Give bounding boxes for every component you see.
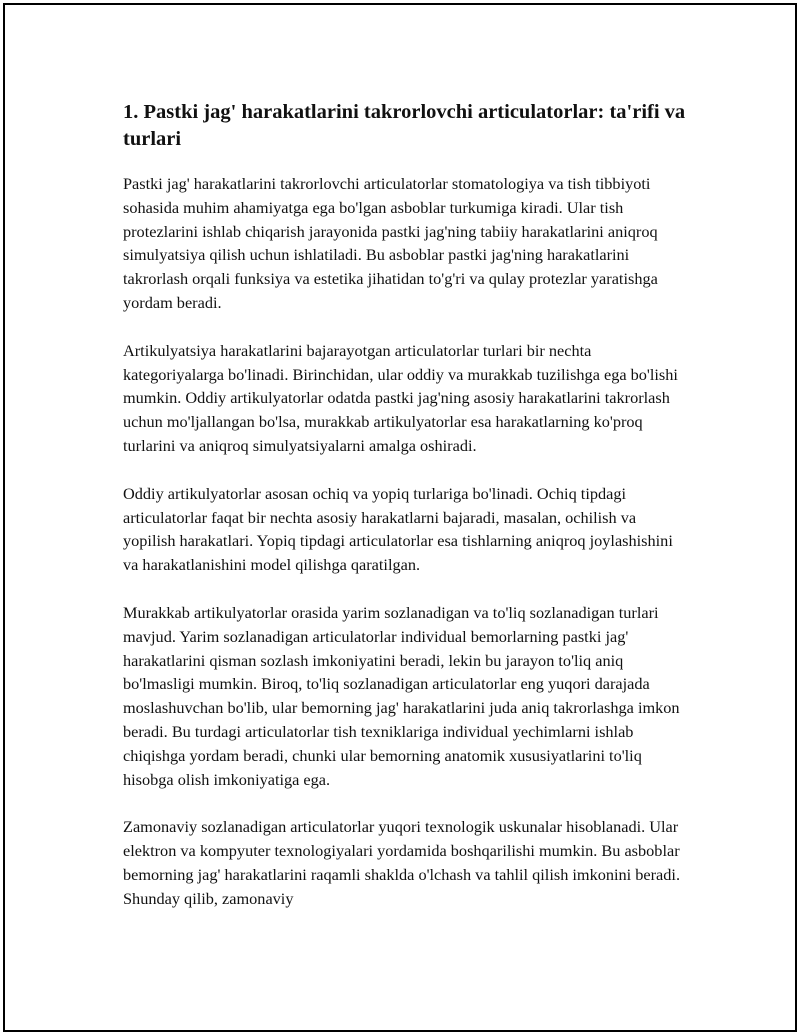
document-body: [123, 99, 689, 935]
document-page: [3, 3, 797, 1032]
paragraph-1: Pastki jag' harakatlarini takrorlovchi articulatorlar stomatologiya va tish tibbiyoti sohasida muhim ahamiyatga ega bo'lgan asboblar turkumiga kiradi. Ular tish protezlarini ishlab chiqarish jarayonida pastki jag'ning tabiiy harakatlarini aniqroq simulyatsiya qilish uchun ishlatiladi. Bu asboblar pastki jag'ning harakatlarini takrorlash orqali funksiya va estetika jihatidan to'g'ri va qulay protezlar yaratishga yordam beradi.: [123, 174, 658, 312]
paragraph-5: Zamonaviy sozlanadigan articulatorlar yuqori texnologik uskunalar hisoblanadi. Ular elektron va kompyuter texnologiyalari yordamida boshqarilishi mumkin. Bu asboblar bemorning jag' harakatlarini raqamli shaklda o'lchash va tahlil qilish imkonini beradi. Shunday qilib, zamonaviy: [123, 817, 681, 908]
paragraph-2: Artikulyatsiya harakatlarini bajarayotgan articulatorlar turlari bir nechta kategoriyalarga bo'linadi. Birinchidan, ular oddiy va murakkab tuzilishga ega bo'lishi mumkin. Oddiy artikulyatorlar odatda pastki jag'ning asosiy harakatlarini takrorlash uchun mo'ljallangan bo'lsa, murakkab artikulyatorlar esa harakatlarning ko'proq turlarini va aniqroq simulyatsiyalarni amalga oshiradi.: [123, 340, 678, 455]
section-heading: 1. Pastki jag' harakatlarini takrorlovchi articulatorlar: ta'rifi va turlari: [123, 101, 686, 150]
paragraph-4: Murakkab artikulyatorlar orasida yarim sozlanadigan va to'liq sozlanadigan turlari mavjud. Yarim sozlanadigan articulatorlar individual bemorlarning pastki jag' harakatlarini qisman sozlash imkoniyatini beradi, lekin bu jarayon to'liq aniq bo'lmasligi mumkin. Biroq, to'liq sozlanadigan articulatorlar eng yuqori darajada moslashuvchan bo'lib, ular bemorning jag' harakatlarini juda aniq takrorlashga imkon beradi. Bu turdagi articulatorlar tish texniklariga individual yechimlarni ishlab chiqishga yordam beradi, chunki ular bemorning anatomik xususiyatlarini to'liq hisobga olish imkoniyatiga ega.: [123, 602, 680, 789]
paragraph-3: Oddiy artikulyatorlar asosan ochiq va yopiq turlariga bo'linadi. Ochiq tipdagi articulatorlar faqat bir nechta asosiy harakatlarni bajaradi, masalan, ochilish va yopilish harakatlari. Yopiq tipdagi articulatorlar esa tishlarning aniqroq joylashishini va harakatlanishini model qilishga qaratilgan.: [123, 483, 673, 575]
